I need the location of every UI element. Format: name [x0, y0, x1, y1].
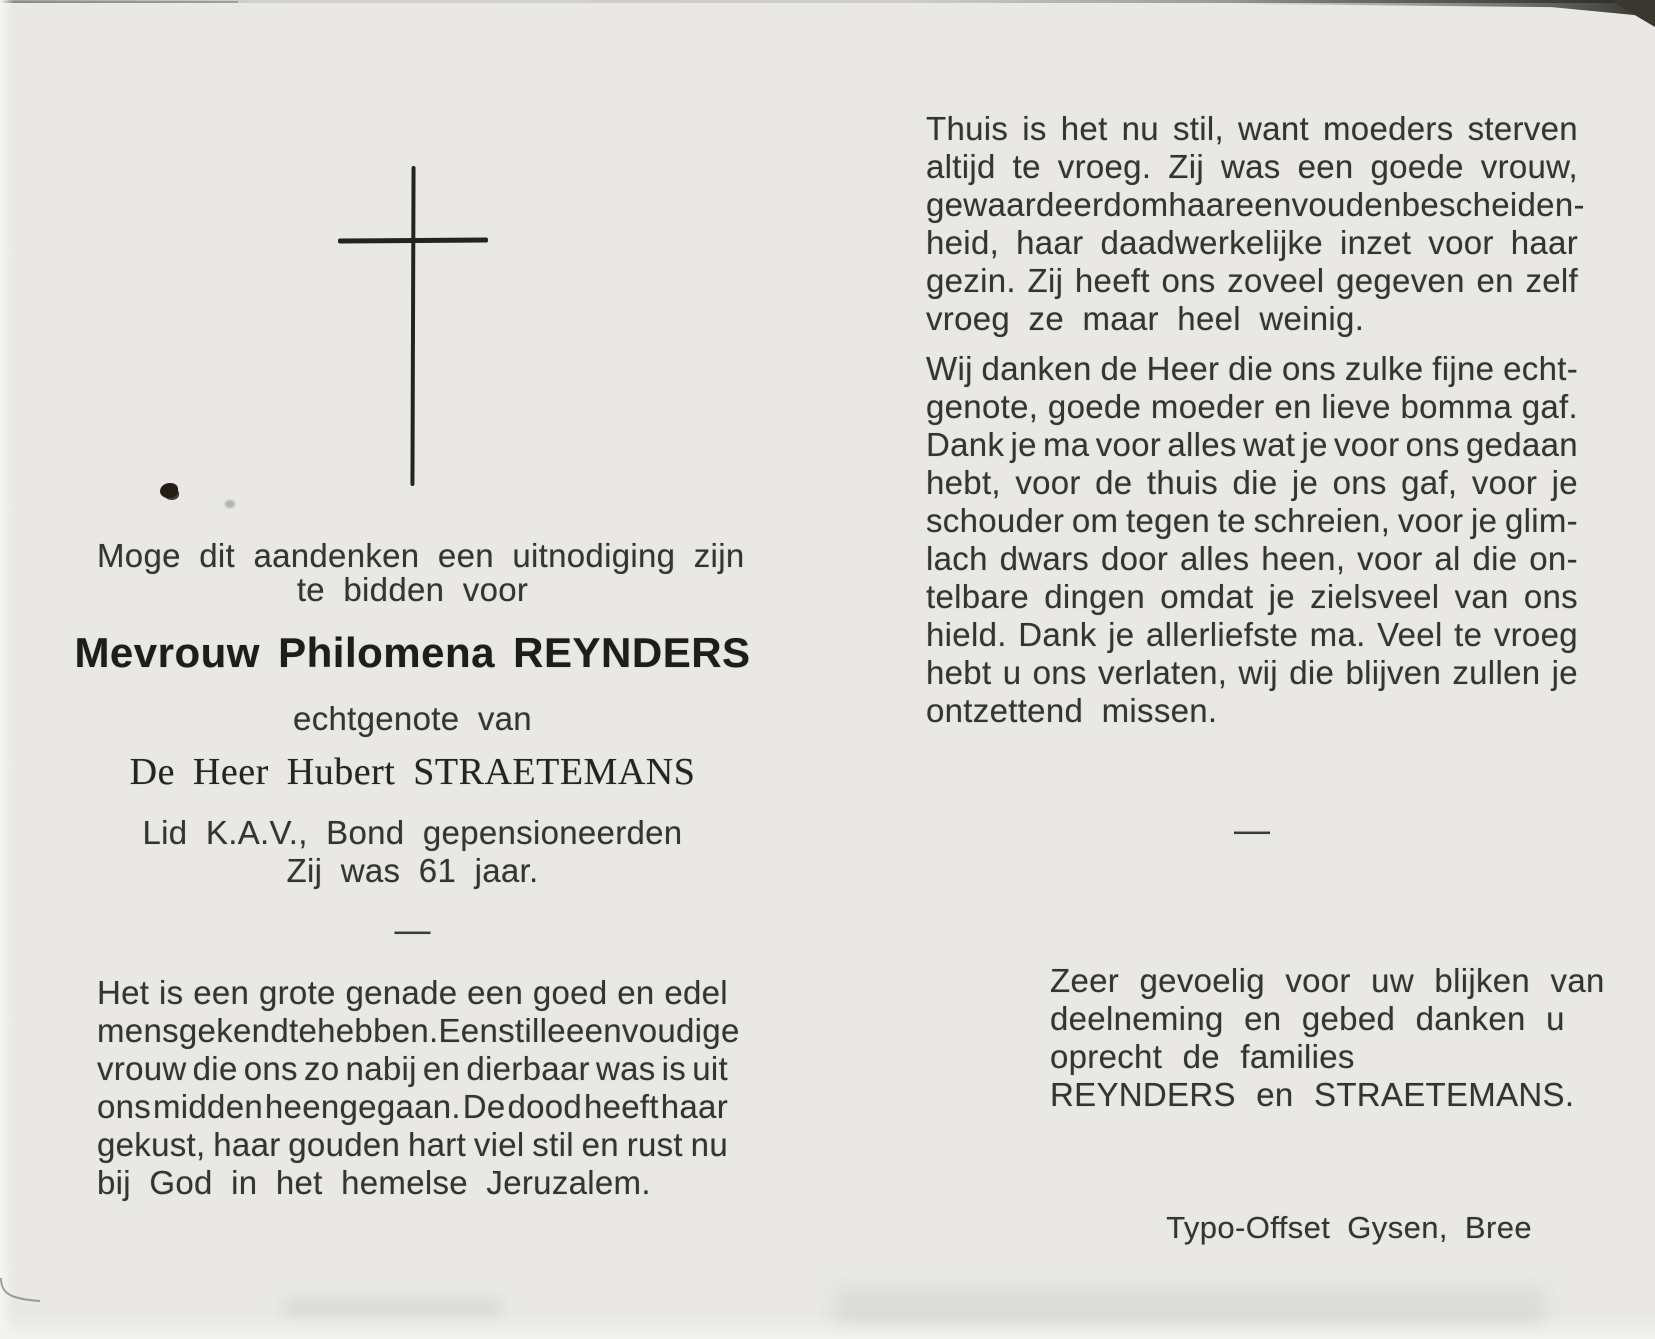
left-paragraph-line: bij God in het hemelse Jeruzalem.: [97, 1164, 651, 1201]
right-paragraph-1-line: Thuis is het nu stil, want moeders sterven: [926, 110, 1578, 147]
left-paragraph-line: mens gekend te hebben. Een stille eenvoudige: [97, 1012, 740, 1049]
ink-blot: [160, 483, 178, 498]
left-paragraph-line: Het is een grote genade een goed en edel: [97, 974, 728, 1011]
separator-dash-left: —: [394, 909, 431, 950]
cross-icon-bar: [338, 238, 488, 244]
acknowledgement-block: [1050, 962, 1605, 1114]
right-paragraph-2-line: Dank je ma voor alles wat je voor ons gedaan: [926, 426, 1578, 463]
age-line: Zij was 61 jaar.: [286, 852, 539, 889]
scan-left-edge-highlight: [0, 0, 14, 1339]
right-paragraph-2-line: ontzettend missen.: [926, 692, 1218, 729]
right-paragraph-2-line: hebt, voor de thuis die je ons gaf, voor je: [926, 464, 1578, 501]
relation-line: echtgenote van: [293, 700, 532, 737]
scan-top-left-hairline: [0, 1, 238, 3]
right-paragraph-1-line: heid, haar daadwerkelijke inzet voor haar: [926, 224, 1578, 261]
right-paragraph-2-line: schouder om tegen te schreien, voor je glim-: [926, 502, 1578, 539]
left-paragraph-line: vrouw die ons zo nabij en dierbaar was is uit: [97, 1050, 728, 1087]
left-paragraph-line: gekust, haar gouden hart viel stil en rust nu: [97, 1126, 728, 1163]
printer-credit: Typo-Offset Gysen, Bree: [1166, 1210, 1532, 1245]
scan-bottom-edge-highlight: [0, 1315, 1655, 1339]
acknowledgement-line: oprecht de families: [1050, 1038, 1355, 1075]
right-paragraph-2-line: telbare dingen omdat je zielsveel van ons: [926, 578, 1578, 615]
right-paragraph-1: [926, 110, 1585, 338]
separator-dash-right: —: [1234, 809, 1270, 850]
acknowledgement-line: deelneming en gebed danken u: [1050, 1000, 1565, 1037]
scan-bottom-left-hairline: [0, 1278, 48, 1308]
right-paragraph-2: [926, 350, 1578, 730]
scan-top-right-smudge: [1225, 0, 1655, 17]
left-paragraph: [97, 974, 740, 1202]
right-paragraph-2-line: genote, goede moeder en lieve bomma gaf.: [926, 388, 1578, 425]
cross-icon: [410, 166, 415, 486]
right-paragraph-1-line: gewaardeerd om haar eenvoud en bescheiden-: [926, 186, 1585, 223]
right-paragraph-2-line: hebt u ons verlaten, wij die blijven zullen je: [926, 654, 1578, 691]
intro-line-2: te bidden voor: [296, 571, 529, 608]
right-paragraph-2-line: hield. Dank je allerliefste ma. Veel te vroeg: [926, 616, 1578, 653]
membership-line: Lid K.A.V., Bond gepensioneerden: [142, 814, 683, 851]
right-paragraph-2-line: Wij danken de Heer die ons zulke fijne echt-: [926, 350, 1578, 387]
right-paragraph-1-line: vroeg ze maar heel weinig.: [926, 300, 1365, 337]
acknowledgement-line: Zeer gevoelig voor uw blijken van: [1050, 962, 1605, 999]
right-paragraph-1-line: gezin. Zij heeft ons zoveel gegeven en zelf: [926, 262, 1578, 299]
left-paragraph-line: ons midden heengegaan. De dood heeft haar: [97, 1088, 728, 1125]
spouse-name: De Heer Hubert STRAETEMANS: [129, 751, 696, 793]
right-paragraph-1-line: altijd te vroeg. Zij was een goede vrouw,: [926, 148, 1578, 185]
deceased-name: Mevrouw Philomena REYNDERS: [74, 629, 751, 676]
right-paragraph-2-line: lach dwars door alles heen, voor al die on-: [926, 540, 1578, 577]
acknowledgement-line: REYNDERS en STRAETEMANS.: [1050, 1076, 1575, 1113]
paper-speck: [225, 500, 235, 508]
intro-line-1: Moge dit aandenken een uitnodiging zijn: [97, 537, 745, 574]
